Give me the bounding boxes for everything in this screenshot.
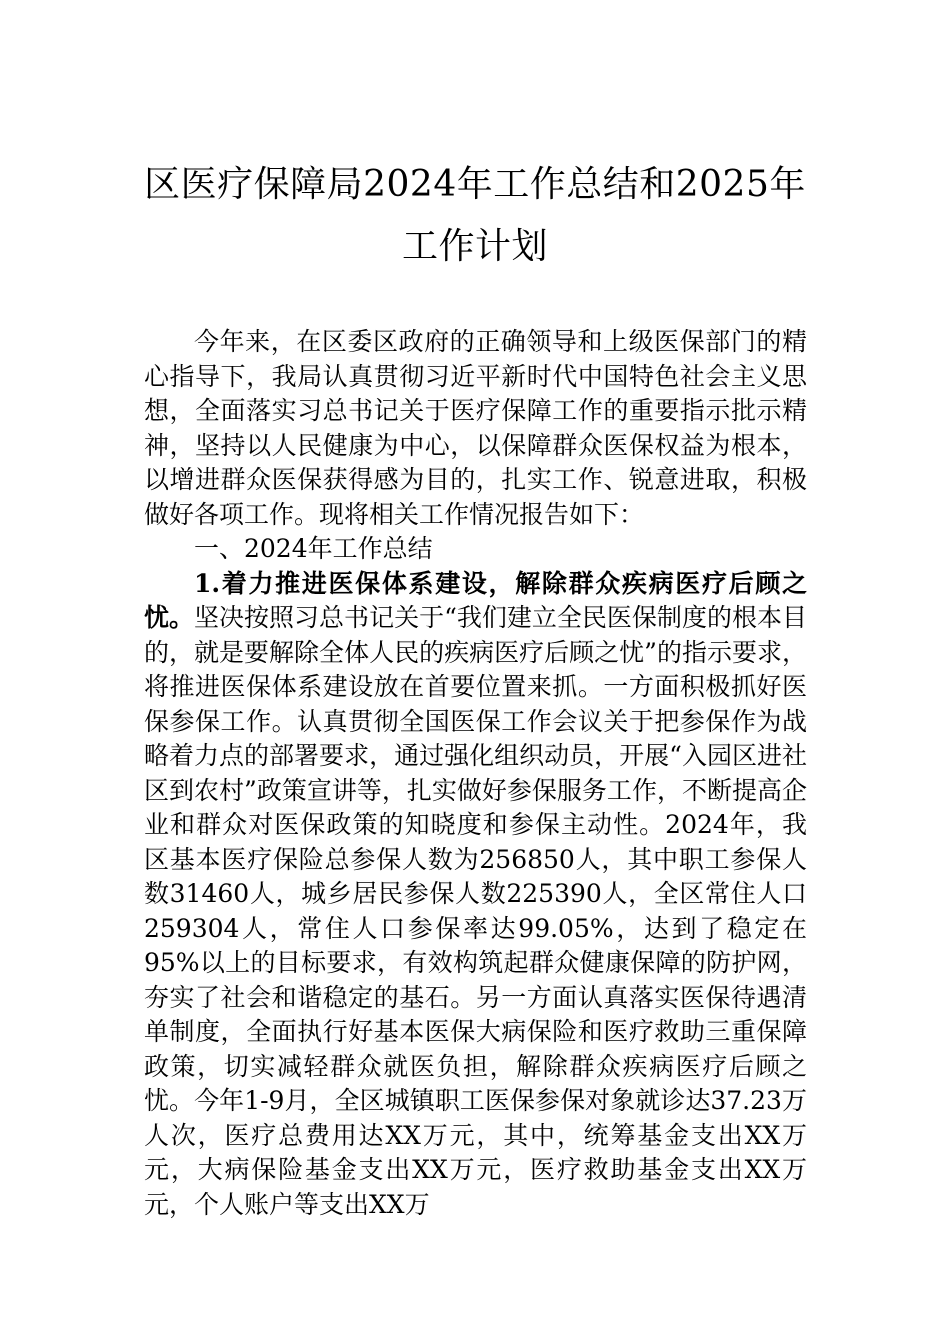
- document-title: 区医疗保障局2024年工作总结和2025年工作计划: [144, 164, 806, 267]
- item-body: 坚决按照习总书记关于“我们建立全民医保制度的根本目的，就是要解除全体人民的疾病医疗后顾之忧”的指示要求，将推进医保体系建设放在首要位置来抓。一方面积极抓好医保参保工作。认真贯彻全国医保工作会议关于把参保作为战略着力点的部署要求，通过强化组织动员，开展“入园区进社区到农村”政策宣讲等，扎实做好参保服务工作，不断提高企业和群众对医保政策的知晓度和参保主动性。2024年，我区基本医疗保险总参保人数为256850人，其中职工参保人数31460人，城乡居民参保人数225390人，全区常住人口259304人，常住人口参保率达99.05%，达到了稳定在95%以上的目标要求，有效构筑起群众健康保障的防护网，夯实了社会和谐稳定的基石。另一方面认真落实医保待遇清单制度，全面执行好基本医保大病保险和医疗救助三重保障政策，切实减轻群众就医负担，解除群众疾病医疗后顾之忧。今年1-9月，全区城镇职工医保参保对象就诊达37.23万人次，医疗总费用达XX万元，其中，统筹基金支出XX万元，大病保险基金支出XX万元，医疗救助基金支出XX万元，个人账户等支出XX万: [144, 603, 807, 1219]
- document-body: [144, 325, 807, 1222]
- section-heading: 一、2024年工作总结: [194, 534, 433, 563]
- intro-paragraph: 今年来，在区委区政府的正确领导和上级医保部门的精心指导下，我局认真贯彻习近平新时代中国特色社会主义思想，全面落实习总书记关于医疗保障工作的重要指示批示精神，坚持以人民健康为中心，以保障群众医保权益为根本，以增进群众医保获得感为目的，扎实工作、锐意进取，积极做好各项工作。现将相关工作情况报告如下：: [144, 327, 807, 529]
- item-heading: 1.着力推进医保体系建设，解除群众疾病医疗后顾之忧。: [144, 568, 807, 632]
- item-paragraph: [144, 567, 807, 1223]
